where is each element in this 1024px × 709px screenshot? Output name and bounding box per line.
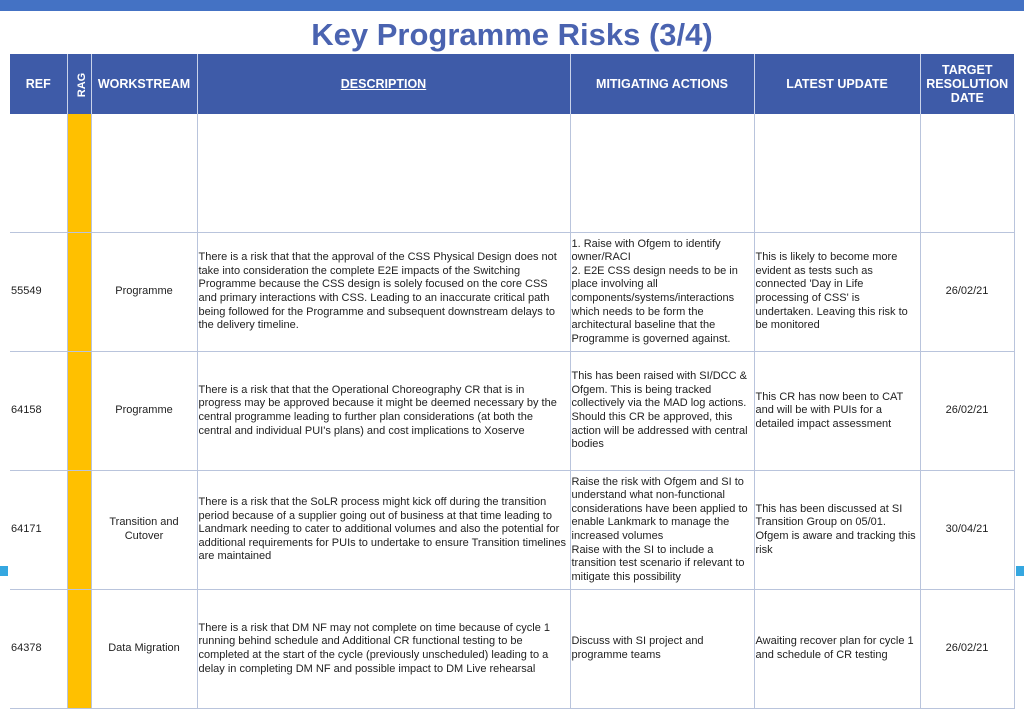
latest-update-cell: Awaiting recover plan for cycle 1 and schedule of CR testing xyxy=(754,590,920,709)
slide-title: Key Programme Risks (3/4) xyxy=(311,17,713,52)
ref-cell: 55549 xyxy=(10,233,67,352)
description-cell: There is a risk that the SoLR process might kick off during the transition period because of a supplier going out of business at that time leading to Landmark needing to cater to additional volumes and also the potential for additional requirements for PUIs to undertake to ensure Transition timelines are maintained xyxy=(197,471,570,590)
workstream-column-header: WORKSTREAM xyxy=(91,54,197,114)
rag-header-label: RAG xyxy=(75,72,88,98)
target-date-column-header: TARGET RESOLUTION DATE xyxy=(920,54,1014,114)
rag-status-amber xyxy=(67,590,91,709)
rag-status-amber xyxy=(67,471,91,590)
table-header-row xyxy=(10,54,1014,114)
rag-status-amber xyxy=(67,352,91,471)
ref-cell: 64378 xyxy=(10,590,67,709)
mitigating-actions-cell: 1. Raise with Ofgem to identify owner/RACI 2. E2E CSS design needs to be in place involving all components/systems/interactions which needs to be form the architectural baseline that the Programme is governed against. xyxy=(570,233,754,352)
description-cell: There is a risk that DM NF may not complete on time because of cycle 1 running behind schedule and Additional CR functional testing to be completed at the start of the cycle (previously unscheduled) leading to a delay in completing DM NF and possible impact to DM Live rehearsal xyxy=(197,590,570,709)
target-date-cell: 30/04/21 xyxy=(920,471,1014,590)
top-accent-bar xyxy=(0,0,1024,11)
table-row xyxy=(10,352,1014,471)
description-header-link[interactable]: DESCRIPTION xyxy=(340,77,427,91)
ref-cell: 64171 xyxy=(10,471,67,590)
workstream-cell: Programme xyxy=(91,352,197,471)
workstream-cell: Data Migration xyxy=(91,590,197,709)
mitigating-actions-cell: This has been raised with SI/DCC & Ofgem. This is being tracked collectively via the MAD log actions. Should this CR be approved, this action will be addressed with central bodies xyxy=(570,352,754,471)
latest-update-cell: This has been discussed at SI Transition Group on 05/01. Ofgem is aware and tracking this risk xyxy=(754,471,920,590)
latest-update-cell: This is likely to become more evident as tests such as connected 'Day in Life processing of CSS' is undertaken. Leaving this risk to be monitored xyxy=(754,233,920,352)
bottom-right-accent xyxy=(1016,566,1024,576)
latest-update-column-header: LATEST UPDATE xyxy=(754,54,920,114)
description-column-header[interactable] xyxy=(197,54,570,114)
rag-status-amber xyxy=(67,233,91,352)
mitigating-actions-cell: Discuss with SI project and programme teams xyxy=(570,590,754,709)
table-row xyxy=(10,471,1014,590)
table-row xyxy=(10,233,1014,352)
description-cell: There is a risk that that the Operational Choreography CR that is in progress may be approved because it might be deemed necessary by the central programme leading to further plan considerations (at both the central and individual PUI's plans) and cost implications to Xoserve xyxy=(197,352,570,471)
mitigating-actions-cell: Raise the risk with Ofgem and SI to understand what non-functional considerations have been applied to enable Lankmark to manage the increased volumes Raise with the SI to include a transition test scenario if relevant to mitigate this possibility xyxy=(570,471,754,590)
ref-column-header: REF xyxy=(10,54,67,114)
mitigating-actions-column-header: MITIGATING ACTIONS xyxy=(570,54,754,114)
description-cell: There is a risk that that the approval of the CSS Physical Design does not take into consideration the complete E2E impacts of the Switching Programme because the CSS design is solely focused on the core CSS and primary interactions with CSS. Leading to an inaccurate critical path being followed for the Programme and subsequent downstream delays to the delivery timeline. xyxy=(197,233,570,352)
header-spacer-row xyxy=(10,114,1014,233)
table-row xyxy=(10,590,1014,709)
risk-table xyxy=(10,54,1015,709)
target-date-cell: 26/02/21 xyxy=(920,352,1014,471)
target-date-cell: 26/02/21 xyxy=(920,590,1014,709)
latest-update-cell: This CR has now been to CAT and will be with PUIs for a detailed impact assessment xyxy=(754,352,920,471)
ref-cell: 64158 xyxy=(10,352,67,471)
rag-column-header xyxy=(67,54,91,114)
workstream-cell: Programme xyxy=(91,233,197,352)
bottom-left-accent xyxy=(0,566,8,576)
target-date-cell: 26/02/21 xyxy=(920,233,1014,352)
workstream-cell: Transition and Cutover xyxy=(91,471,197,590)
